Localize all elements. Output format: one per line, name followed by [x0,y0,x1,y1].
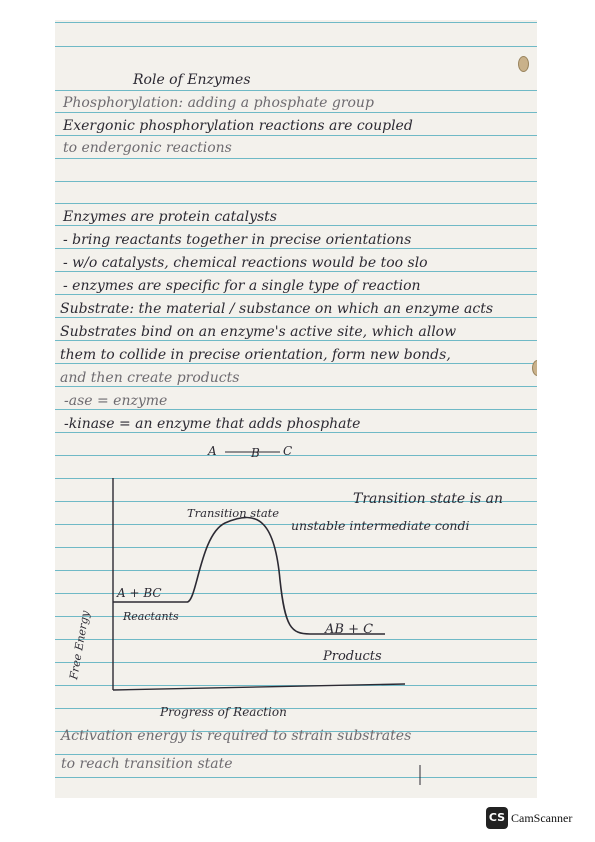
note-line: - w/o catalysts, chemical reactions would be too slo [63,255,428,271]
x-axis [113,684,405,690]
note-line: Phosphorylation: adding a phosphate group [63,95,374,111]
note-line: Substrate: the material / substance on which an enzyme acts [60,301,494,317]
transition-note-line: Transition state is an [353,491,504,507]
footer-line: Activation energy is required to strain substrates [61,728,412,744]
energy-diagram [55,20,537,798]
notebook-sheet [55,20,537,798]
footer-line: to reach transition state [61,756,233,772]
transition-state-label: Transition state [187,506,280,520]
molecule-a-label: A [208,444,217,458]
transition-note-line: unstable intermediate condi [291,518,470,533]
camscanner-logo-icon: CS [486,807,508,829]
x-axis-label: Progress of Reaction [160,705,287,719]
note-line: Substrates bind on an enzyme's active site, which allow [60,324,457,340]
reactants-label: Reactants [123,610,179,623]
note-line: Enzymes are protein catalysts [63,209,277,225]
note-line: -kinase = an enzyme that adds phosphate [64,416,361,432]
note-line: them to collide in precise orientation, form new bonds, [60,347,451,363]
products-formula: AB + C [325,622,374,637]
note-line: to endergonic reactions [63,140,232,156]
molecule-c-label: C [283,444,293,458]
note-line: and then create products [60,370,240,386]
note-line: -ase = enzyme [64,393,168,409]
camscanner-watermark [486,807,572,829]
note-line: - bring reactants together in precise orientations [63,232,412,248]
y-axis-label: Free Energy [67,609,93,681]
reactants-formula: A + BC [117,586,162,600]
note-line: Exergonic phosphorylation reactions are coupled [63,118,413,134]
products-label: Products [323,649,382,664]
note-line: - enzymes are specific for a single type of reaction [63,278,421,294]
page-title: Role of Enzymes [133,72,251,88]
molecule-b-label: B [251,446,260,460]
camscanner-text: CamScanner [511,810,573,825]
